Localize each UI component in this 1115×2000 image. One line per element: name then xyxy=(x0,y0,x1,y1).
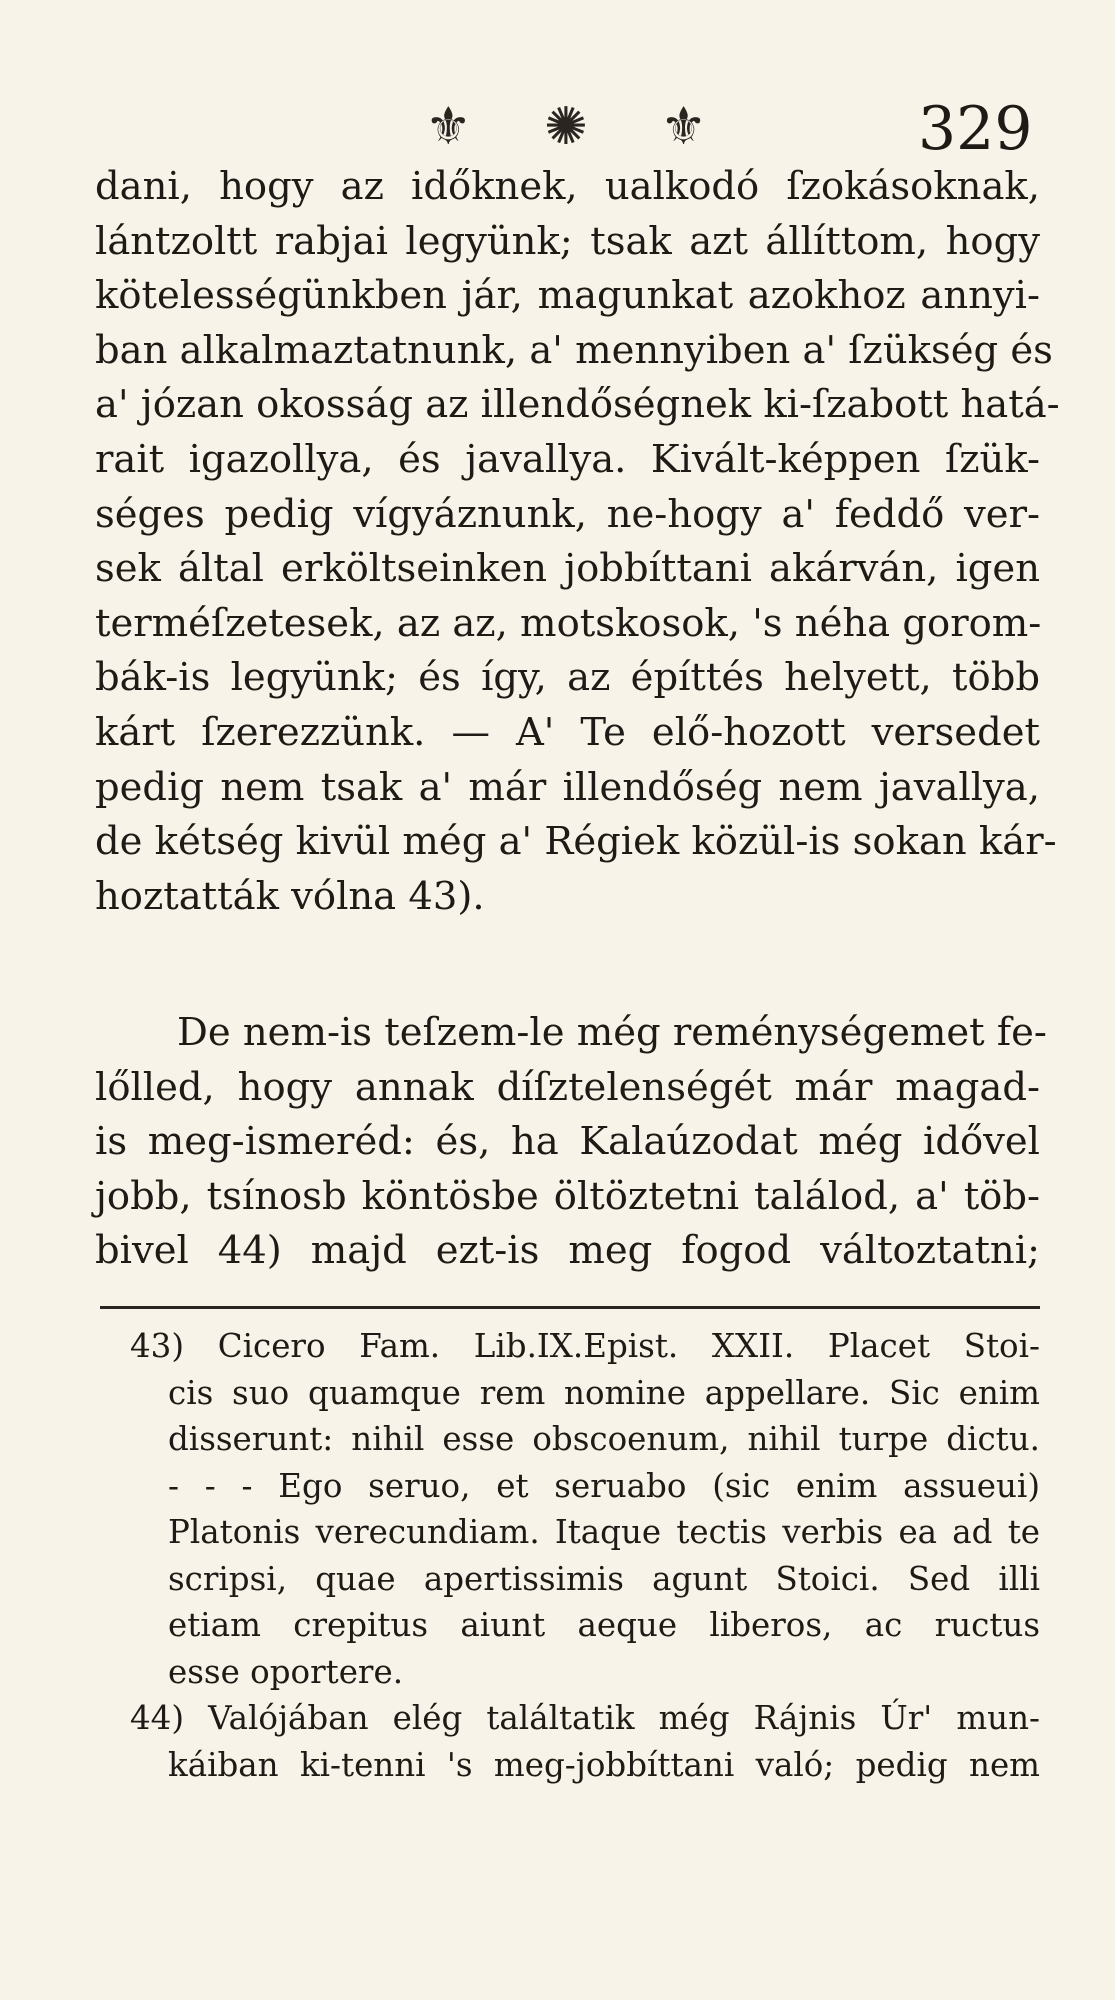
footnote-43-line: etiam crepitus aiunt aeque liberos, ac ructus xyxy=(168,1606,1040,1644)
footnote-43-line: scripsi, quae apertissimis agunt Stoici. Sed illi xyxy=(168,1559,1040,1598)
text-line: pedig nem tsak a' már illendőség nem javallya, xyxy=(95,764,1040,810)
text-line: rait igazollya, és javallya. Kivált-képpen ſzük- xyxy=(95,436,1040,482)
text-line: bivel 44) majd ezt-is meg fogod változtatni; xyxy=(95,1228,1040,1274)
footnote-43-line: disserunt: nihil esse obscoenum, nihil turpe dictu. xyxy=(168,1420,1040,1458)
text-line: De nem-is teſzem-le még reménységemet fe- xyxy=(177,1010,1047,1055)
text-line: lántzoltt rabjai legyünk; tsak azt állíttom, hogy xyxy=(95,218,1040,264)
text-line: jobb, tsínosb köntösbe öltöztetni találod, a' töb- xyxy=(95,1173,1040,1219)
text-line: de kétség kivül még a' Régiek közül-is sokan kár- xyxy=(95,819,1057,865)
footnotes xyxy=(130,1323,1040,1788)
text-line: lőlled, hogy annak díſztelenségét már magad- xyxy=(95,1064,1040,1110)
text-line: sek által erköltseinken jobbíttani akárván, igen xyxy=(95,546,1040,592)
text-line: is meg-ismeréd: és, ha Kalaúzodat még idővel xyxy=(95,1119,1040,1165)
text-line: kárt ſzerezzünk. — A' Te elő-hozott versedet xyxy=(95,709,1040,755)
text-line: dani, hogy az időknek, ualkodó ſzokásoknak, xyxy=(95,164,1040,209)
text-line: bák-is legyünk; és így, az építtés helyett, több xyxy=(95,655,1040,701)
header-ornament: ⚜ ✺ ⚜ xyxy=(425,97,735,157)
text-line: ban alkalmaztatnunk, a' mennyiben a' ſzükség és xyxy=(95,327,1053,373)
footnote-43-line: esse oportere. xyxy=(168,1652,404,1691)
footnote-43-line: Platonis verecundiam. Itaque tectis verbis ea ad te xyxy=(168,1513,1040,1551)
text-line: hoztatták vólna 43). xyxy=(95,873,485,919)
footnote-44-line: káiban ki-tenni 's meg-jobbíttani való; pedig nem xyxy=(168,1745,1040,1784)
text-line: terméſzetesek, az az, motskosok, 's néha gorom- xyxy=(95,600,1042,646)
footnote-44-line: 44) Valójában elég találtatik még Rájnis Úr' mun- xyxy=(130,1699,1040,1737)
text-line: a' józan okosság az illendőségnek ki-ſzabott hatá- xyxy=(95,382,1060,428)
paragraph-1 xyxy=(95,160,1060,924)
footnote-43-line: 43) Cicero Fam. Lib.IX.Epist. XXII. Placet Stoi- xyxy=(130,1327,1040,1365)
footnote-43-line: - - - Ego seruo, et seruabo (sic enim assueui) xyxy=(168,1466,1040,1505)
text-line: kötelességünkben jár, magunkat azokhoz annyi- xyxy=(95,273,1040,319)
footnote-43-line: cis suo quamque rem nomine appellare. Sic enim xyxy=(168,1373,1040,1412)
page-number: 329 xyxy=(918,94,1033,164)
paragraph-2 xyxy=(95,1006,1047,1279)
footnote-divider xyxy=(100,1306,1040,1309)
text-line: séges pedig vígyáznunk, ne-hogy a' feddő ver- xyxy=(95,491,1040,537)
